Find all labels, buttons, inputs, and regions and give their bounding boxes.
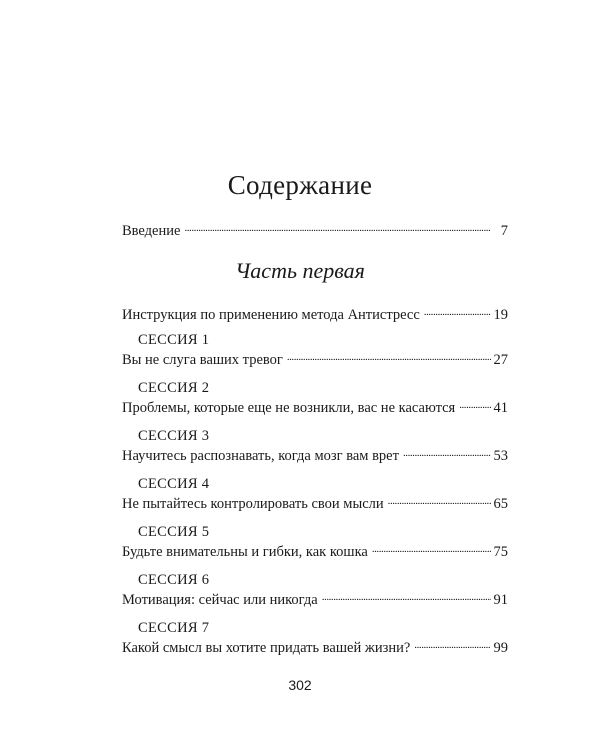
toc-entry-label: Какой смысл вы хотите придать вашей жизни? xyxy=(122,640,411,656)
toc-entry-label: Будьте внимательны и гибки, как кошка xyxy=(122,544,368,560)
toc-entry-page: 41 xyxy=(493,400,508,416)
session-label: СЕССИЯ 1 xyxy=(138,332,210,348)
dot-leader xyxy=(459,398,490,412)
toc-entry-label: Введение xyxy=(122,223,181,239)
dot-leader xyxy=(414,638,490,652)
toc-entry-page: 91 xyxy=(493,592,508,608)
session-label: СЕССИЯ 7 xyxy=(138,620,210,636)
toc-entry-session-2[interactable] xyxy=(122,398,508,417)
toc-entry-label: Инструкция по применению метода Антистресс xyxy=(122,307,420,323)
toc-entry-session-7[interactable] xyxy=(122,638,508,657)
toc-entry-label: Научитесь распознавать, когда мозг вам врет xyxy=(122,448,399,464)
dot-leader xyxy=(388,494,491,508)
session-label: СЕССИЯ 4 xyxy=(138,476,210,492)
toc-entry-page: 75 xyxy=(493,544,508,560)
toc-entry-session-1[interactable] xyxy=(122,350,508,369)
toc-entry-page: 19 xyxy=(493,307,508,323)
toc-entry-intro[interactable] xyxy=(122,221,508,240)
dot-leader xyxy=(424,305,491,319)
toc-entry-label: Проблемы, которые еще не возникли, вас не касаются xyxy=(122,400,456,416)
session-label: СЕССИЯ 3 xyxy=(138,428,210,444)
toc-entry-session-5[interactable] xyxy=(122,542,508,561)
toc-entry-session-6[interactable] xyxy=(122,590,508,609)
toc-entry-label: Мотивация: сейчас или никогда xyxy=(122,592,318,608)
dot-leader xyxy=(322,590,491,604)
toc-entry-page: 7 xyxy=(500,223,508,239)
session-label: СЕССИЯ 5 xyxy=(138,524,210,540)
page-number: 302 xyxy=(288,677,312,693)
dot-leader xyxy=(403,446,491,460)
toc-entry-page: 65 xyxy=(493,496,508,512)
toc-entry-label: Не пытайтесь контролировать свои мысли xyxy=(122,496,384,512)
toc-entry-instruction[interactable] xyxy=(122,305,508,324)
dot-leader xyxy=(372,542,491,556)
toc-entry-page: 99 xyxy=(493,640,508,656)
toc-entry-label: Вы не слуга ваших тревог xyxy=(122,352,283,368)
toc-entry-session-3[interactable] xyxy=(122,446,508,465)
dot-leader xyxy=(287,350,491,364)
session-label: СЕССИЯ 6 xyxy=(138,572,210,588)
dot-leader xyxy=(184,221,497,235)
toc-title: Содержание xyxy=(227,170,373,200)
toc-entry-page: 27 xyxy=(493,352,508,368)
part-title: Часть первая xyxy=(235,258,365,283)
toc-entry-session-4[interactable] xyxy=(122,494,508,513)
session-label: СЕССИЯ 2 xyxy=(138,380,210,396)
toc-entry-page: 53 xyxy=(493,448,508,464)
